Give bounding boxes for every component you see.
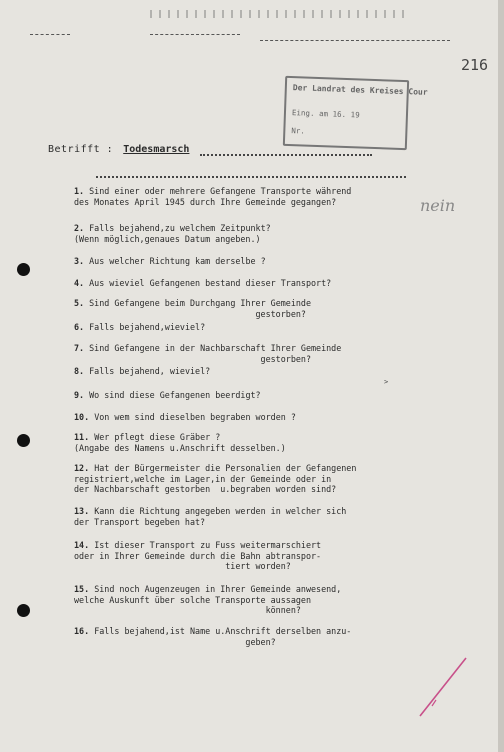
question-number: 12. <box>74 463 90 473</box>
question-number: 14. <box>74 540 90 550</box>
page-number: 216 <box>461 56 489 74</box>
question-item <box>74 432 286 453</box>
question-item <box>74 343 341 364</box>
question-number: 3. <box>74 256 85 266</box>
question-number: 8. <box>74 366 85 376</box>
small-tick-mark: > <box>384 378 389 386</box>
question-item <box>74 256 266 267</box>
dotted-fill-line <box>200 154 372 156</box>
question-text: Falls bejahend,wieviel? <box>89 322 206 332</box>
separator-line <box>30 34 70 35</box>
question-number: 9. <box>74 390 85 400</box>
question-text: Falls bejahend,ist Name u.Anschrift derselben anzu- geben? <box>94 626 352 647</box>
question-text: Wer pflegt diese Gräber ? (Angabe des Namens u.Anschrift desselben.) <box>74 432 286 453</box>
question-item <box>74 506 346 527</box>
question-text: Ist dieser Transport zu Fuss weitermarschiert oder in Ihrer Gemeinde durch die Bahn abtranspor- tiert worden? <box>74 540 322 571</box>
stamp-authority: Der Landrat des Kreises Cour <box>292 83 428 97</box>
question-text: Sind noch Augenzeugen in Ihrer Gemeinde anwesend, welche Auskunft über solche Transporte aussagen können? <box>74 584 342 615</box>
dotted-fill-line <box>96 176 406 178</box>
question-number: 10. <box>74 412 90 422</box>
question-text: Falls bejahend,zu welchem Zeitpunkt? (Wenn möglich,genaues Datum angeben.) <box>74 223 271 244</box>
question-number: 6. <box>74 322 85 332</box>
question-text: Von wem sind dieselben begraben worden ? <box>94 412 296 422</box>
red-pencil-mark <box>416 650 476 720</box>
question-item <box>74 412 296 423</box>
question-item <box>74 223 271 244</box>
question-text: Sind Gefangene in der Nachbarschaft Ihrer Gemeinde gestorben? <box>89 343 342 364</box>
handwritten-answer: nein <box>420 196 456 215</box>
question-number: 4. <box>74 278 85 288</box>
question-item <box>74 626 351 647</box>
question-number: 11. <box>74 432 90 442</box>
question-text: Wo sind diese Gefangenen beerdigt? <box>89 390 261 400</box>
punch-hole <box>17 263 30 276</box>
stamp-received: Eing. am 16. 19 <box>291 108 360 120</box>
question-text: Falls bejahend, wieviel? <box>89 366 211 376</box>
stamp-number: Nr. <box>291 126 306 136</box>
question-text: Aus wieviel Gefangenen bestand dieser Transport? <box>89 278 332 288</box>
question-number: 1. <box>74 186 85 196</box>
receipt-stamp <box>283 76 428 150</box>
question-item <box>74 584 341 616</box>
question-text: Kann die Richtung angegeben werden in welcher sich der Transport begeben hat? <box>74 506 347 527</box>
question-number: 15. <box>74 584 90 594</box>
question-text: Hat der Bürgermeister die Personalien der Gefangenen registriert,welche im Lager,in der Gemeinde oder in der Nachbarschaft gestorben u.begraben worden sind? <box>74 463 357 494</box>
question-item <box>74 298 311 319</box>
question-item <box>74 278 331 289</box>
punch-hole <box>17 434 30 447</box>
question-number: 13. <box>74 506 90 516</box>
question-number: 5. <box>74 298 85 308</box>
question-number: 16. <box>74 626 90 636</box>
question-item <box>74 322 205 333</box>
page-edge <box>498 0 504 752</box>
question-item <box>74 366 210 377</box>
punch-hole <box>17 604 30 617</box>
question-item <box>74 186 351 207</box>
question-text: Sind Gefangene beim Durchgang Ihrer Gemeinde gestorben? <box>89 298 311 319</box>
question-text: Sind einer oder mehrere Gefangene Transporte während des Monates April 1945 durch Ihre Gemeinde gegangen? <box>74 186 352 207</box>
subject-label: Betrifft : <box>48 144 114 155</box>
subject-value: Todesmarsch <box>123 144 190 155</box>
subject-line <box>48 144 189 155</box>
question-item <box>74 463 356 495</box>
scan-artifact <box>150 10 410 18</box>
question-item <box>74 390 261 401</box>
question-item <box>74 540 321 572</box>
question-number: 2. <box>74 223 85 233</box>
question-text: Aus welcher Richtung kam derselbe ? <box>89 256 266 266</box>
question-number: 7. <box>74 343 85 353</box>
separator-line <box>150 34 240 35</box>
separator-line <box>260 40 450 41</box>
